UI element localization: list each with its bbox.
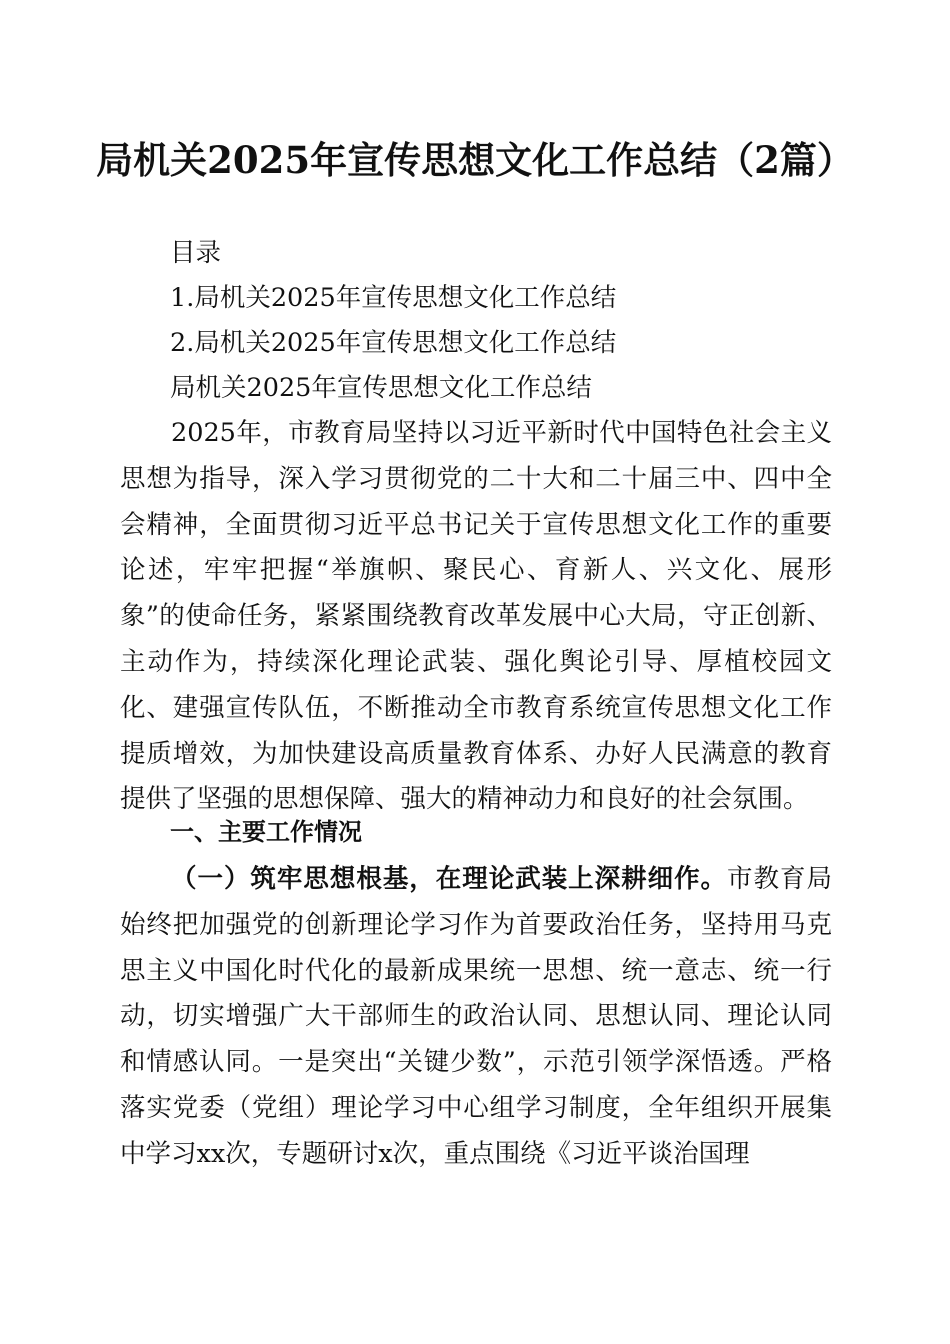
section-heading: 一、主要工作情况 [170,818,362,846]
subsection-heading: （一）筑牢思想根基，在理论武装上深耕细作。 [171,864,728,894]
intro-paragraph: 2025年，市教育局坚持以习近平新时代中国特色社会主义思想为指导，深入学习贯彻党的二十大和二十届三中、四中全会精神，全面贯彻习近平总书记关于宣传思想文化工作的重要论述，牢牢把握“举旗帜、聚民心、育新人、兴文化、展形象”的使命任务，紧紧围绕教育改革发展中心大局，守正创新、主动作为，持续深化理论武装、强化舆论引导、厚植校园文化、建强宣传队伍，不断推动全市教育系统宣传思想文化工作提质增效，为加快建设高质量教育体系、办好人民满意的教育提供了坚强的思想保障、强大的精神动力和良好的社会氛围。 [120,418,832,815]
toc-item-1: 1.局机关2025年宣传思想文化工作总结 [170,283,617,313]
article-title: 局机关2025年宣传思想文化工作总结 [170,373,592,403]
subsection-text: 市教育局始终把加强党的创新理论学习作为首要政治任务，坚持用马克思主义中国化时代化的最新成果统一思想、统一意志、统一行动，切实增强广大干部师生的政治认同、思想认同、理论认同和情感认同。一是突出“关键少数”，示范引领学深悟透。严格落实党委（党组）理论学习中心组学习制度，全年组织开展集中学习xx次，专题研讨x次，重点围绕《习近平谈治国理 [120,864,832,1169]
document-title: 局机关2025年宣传思想文化工作总结（2篇） [96,138,854,182]
toc-heading: 目录 [170,238,222,268]
toc-item-2: 2.局机关2025年宣传思想文化工作总结 [170,328,617,358]
subsection-paragraph [120,857,832,1178]
